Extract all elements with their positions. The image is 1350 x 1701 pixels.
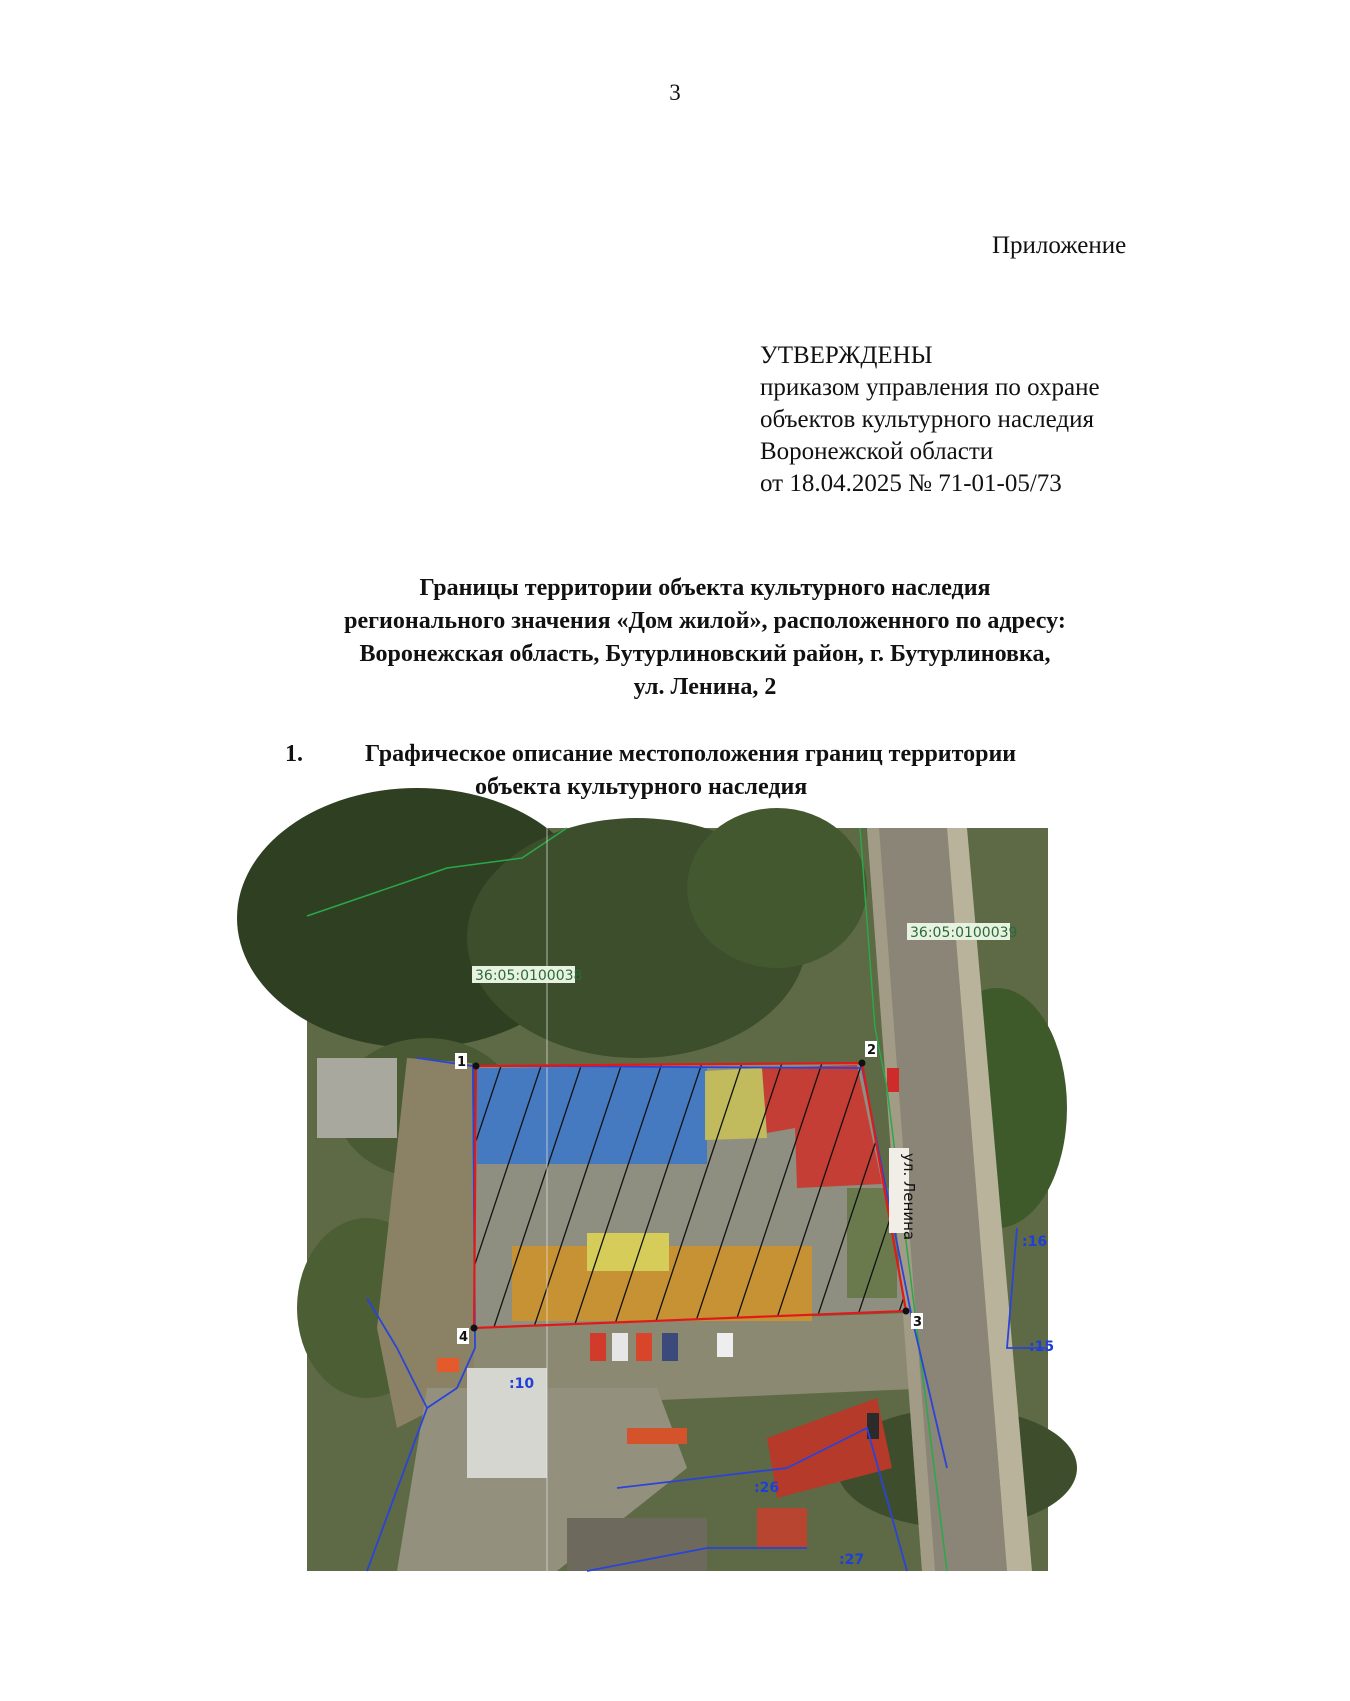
aerial-map — [307, 828, 1055, 1571]
page-number: 3 — [669, 80, 681, 105]
approval-block — [760, 340, 1100, 500]
vehicle — [636, 1333, 652, 1361]
section-title-line1: Графическое описание местоположения границ территории — [365, 741, 1017, 767]
cadastral-block-label: 36:05:0100038 — [475, 968, 583, 984]
building-yellow — [705, 1068, 767, 1140]
approval-line: Воронежской области — [760, 438, 994, 465]
approval-line: приказом управления по охране — [760, 374, 1100, 401]
parcel-number-label: :26 — [754, 1480, 780, 1496]
cadastral-block-label: 36:05:0100039 — [910, 925, 1018, 941]
vehicle — [437, 1358, 459, 1372]
street-label: ул. Ленина — [900, 1153, 918, 1241]
boundary-point-label: 2 — [867, 1043, 877, 1058]
section-number: 1. — [285, 741, 303, 767]
boundary-point-marker — [859, 1060, 866, 1067]
document-title — [200, 572, 1210, 704]
title-line: Границы территории объекта культурного наследия — [419, 575, 991, 601]
title-line: Воронежская область, Бутурлиновский район, г. Бутурлиновка, — [359, 641, 1051, 667]
trees-area — [687, 808, 867, 968]
building-white-roof — [467, 1368, 547, 1478]
boundary-point-label: 4 — [459, 1330, 469, 1345]
building-grey-roof — [317, 1058, 397, 1138]
building-roof — [567, 1518, 707, 1571]
boundary-point-marker — [473, 1063, 480, 1070]
vehicle — [887, 1068, 899, 1092]
title-line: ул. Ленина, 2 — [633, 674, 777, 700]
boundary-point-marker — [903, 1308, 910, 1315]
parcel-number-label: :15 — [1029, 1339, 1055, 1355]
boundary-point-label: 1 — [457, 1055, 467, 1070]
boundary-point-label: 3 — [913, 1315, 923, 1330]
vehicle — [627, 1428, 687, 1444]
building-roof — [757, 1508, 807, 1548]
boundary-point-marker — [471, 1325, 478, 1332]
approval-line: объектов культурного наследия — [760, 406, 1094, 433]
vehicle — [717, 1333, 733, 1357]
approval-line: от 18.04.2025 № 71-01-05/73 — [760, 470, 1062, 497]
vehicle — [590, 1333, 606, 1361]
title-line: регионального значения «Дом жилой», расположенного по адресу: — [344, 608, 1066, 634]
parcel-number-label: :27 — [839, 1552, 865, 1568]
parcel-number-label: :16 — [1022, 1234, 1048, 1250]
vehicle — [662, 1333, 678, 1361]
section-title-line2: объекта культурного наследия — [475, 774, 808, 800]
parcel-number-label: :10 — [509, 1376, 535, 1392]
vehicle — [612, 1333, 628, 1361]
appendix-label: Приложение — [992, 232, 1127, 259]
approval-heading: УТВЕРЖДЕНЫ — [760, 342, 933, 369]
